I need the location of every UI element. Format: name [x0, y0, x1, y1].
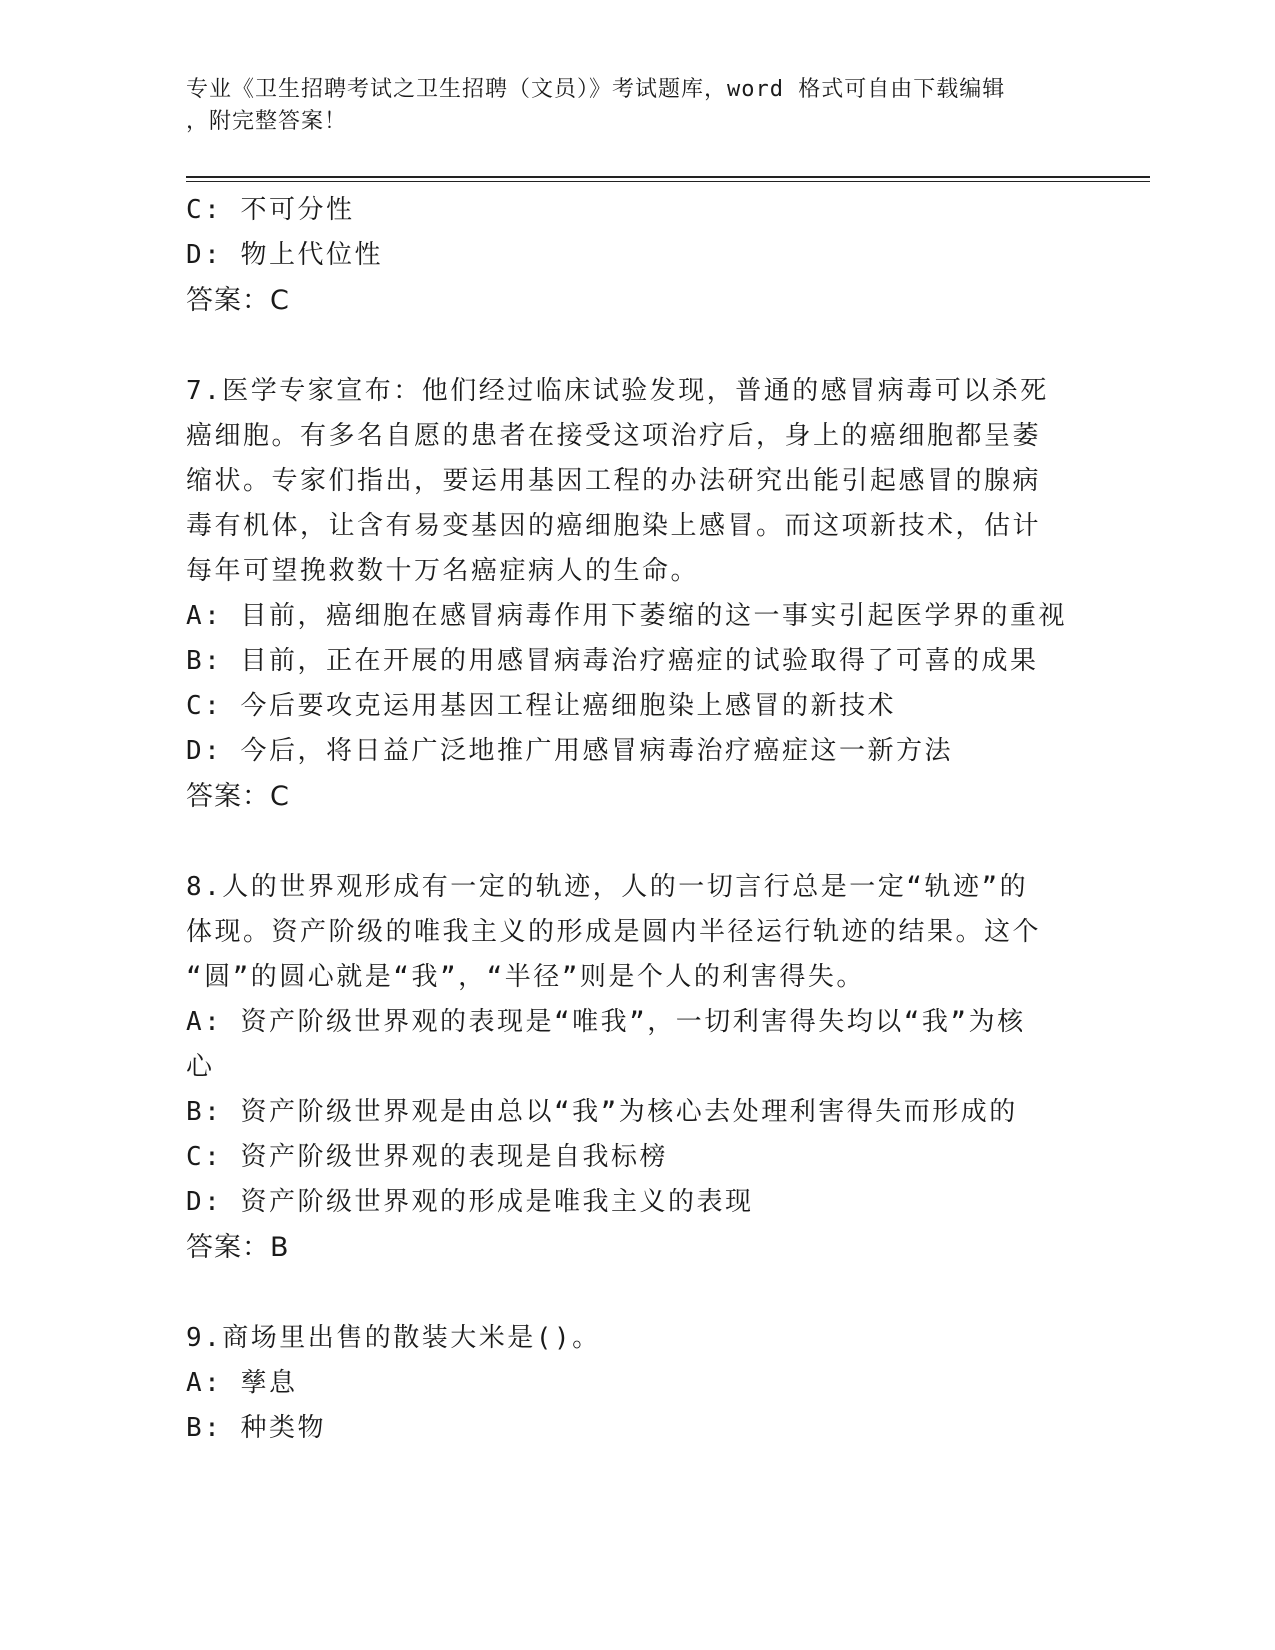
question-stem-line: 8.人的世界观形成有一定的轨迹，人的一切言行总是一定“轨迹”的	[186, 872, 1029, 902]
answer-line: 答案：C	[186, 781, 290, 812]
question-8	[186, 865, 1086, 1270]
option-d: D: 今后，将日益广泛地推广用感冒病毒治疗癌症这一新方法	[186, 736, 953, 766]
header-title-line-2: ，附完整答案！	[186, 109, 348, 134]
option-b: B: 资产阶级世界观是由总以“我”为核心去处理利害得失而形成的	[186, 1097, 1018, 1127]
answer-line: 答案：B	[186, 1232, 290, 1263]
option-b: B: 种类物	[186, 1413, 326, 1443]
header-divider-thick	[186, 176, 1150, 178]
option-d: D: 物上代位性	[186, 240, 383, 270]
question-stem-line: 9.商场里出售的散装大米是()。	[186, 1323, 601, 1353]
question-6-tail	[186, 188, 1086, 323]
spacer	[186, 819, 1086, 865]
question-stem-line: 体现。资产阶级的唯我主义的形成是圆内半径运行轨迹的结果。这个	[186, 917, 1042, 947]
option-b: B: 目前，正在开展的用感冒病毒治疗癌症的试验取得了可喜的成果	[186, 646, 1039, 676]
spacer	[186, 1270, 1086, 1316]
question-9	[186, 1316, 1086, 1451]
question-stem-line: “圆”的圆心就是“我”，“半径”则是个人的利害得失。	[186, 962, 865, 992]
header-divider-thin	[186, 181, 1150, 182]
option-a: A: 孳息	[186, 1368, 298, 1398]
option-a: A: 目前，癌细胞在感冒病毒作用下萎缩的这一事实引起医学界的重视	[186, 601, 1067, 631]
spacer	[186, 323, 1086, 369]
question-stem-line: 癌细胞。有多名自愿的患者在接受这项治疗后，身上的癌细胞都呈萎	[186, 421, 1042, 451]
document-body	[186, 188, 1086, 1451]
option-c: C: 不可分性	[186, 195, 355, 225]
answer-line: 答案：C	[186, 285, 290, 316]
document-header	[186, 74, 1066, 138]
option-c: C: 今后要攻克运用基因工程让癌细胞染上感冒的新技术	[186, 691, 896, 721]
header-title-line-1: 专业《卫生招聘考试之卫生招聘（文员）》考试题库，word 格式可自由下载编辑	[186, 77, 1006, 102]
question-stem-line: 7.医学专家宣布：他们经过临床试验发现，普通的感冒病毒可以杀死	[186, 376, 1049, 406]
question-stem-line: 缩状。专家们指出，要运用基因工程的办法研究出能引起感冒的腺病	[186, 466, 1042, 496]
question-stem-line: 毒有机体，让含有易变基因的癌细胞染上感冒。而这项新技术，估计	[186, 511, 1042, 541]
option-c: C: 资产阶级世界观的表现是自我标榜	[186, 1142, 668, 1172]
option-a: A: 资产阶级世界观的表现是“唯我”，一切利害得失均以“我”为核	[186, 1007, 1026, 1037]
option-a-continued: 心	[186, 1052, 215, 1082]
option-d: D: 资产阶级世界观的形成是唯我主义的表现	[186, 1187, 754, 1217]
question-7	[186, 369, 1086, 819]
question-stem-line: 每年可望挽救数十万名癌症病人的生命。	[186, 556, 700, 586]
